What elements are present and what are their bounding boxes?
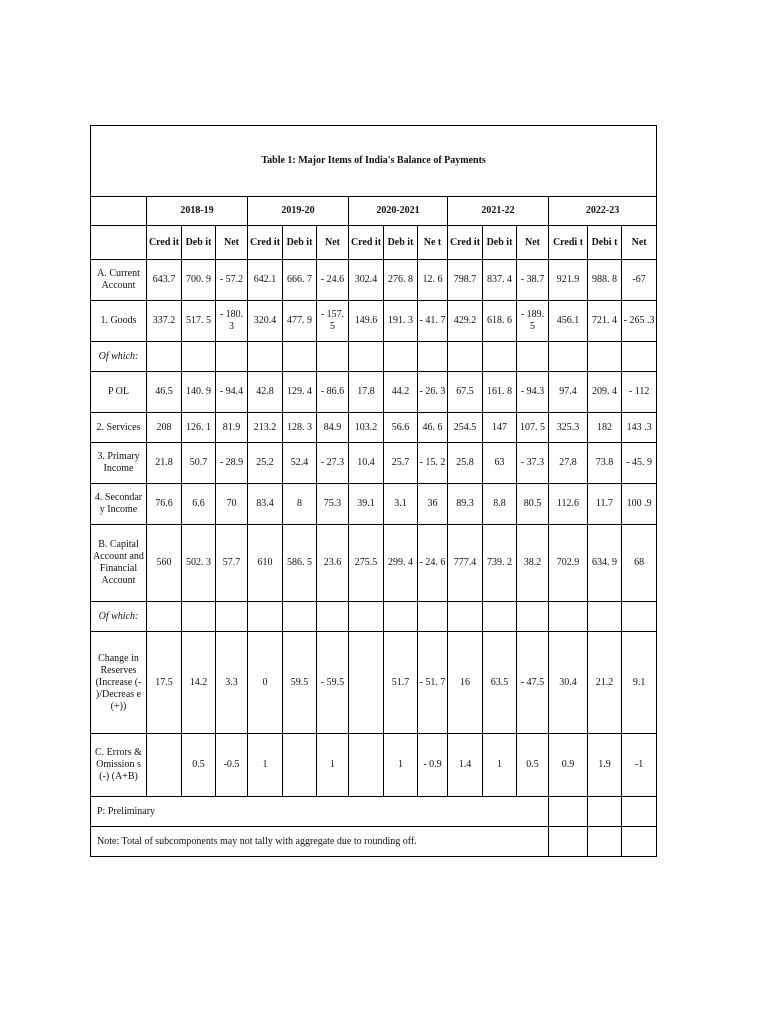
table-cell: 302.4 [349,260,384,301]
subheader-net: Net [317,226,349,260]
table-cell: 739. 2 [483,525,517,602]
table-cell: 143 .3 [622,413,657,443]
table-cell: 63.5 [483,632,517,734]
subheader-credit: Cred it [349,226,384,260]
subheader-credit: Cred it [448,226,483,260]
table-cell: 107. 5 [517,413,549,443]
table-cell: 276. 8 [384,260,418,301]
table-cell: - 94.4 [216,372,248,413]
year-header: 2022-23 [549,197,657,226]
table-cell [349,734,384,797]
table-cell: 112.6 [549,484,588,525]
table-cell: - 45. 9 [622,443,657,484]
table-cell: 21.2 [588,632,622,734]
table-cell: - 38.7 [517,260,549,301]
table-cell: 1 [317,734,349,797]
table-cell: - 26. 3 [418,372,448,413]
table-cell: -67 [622,260,657,301]
table-cell: 320.4 [248,301,283,342]
year-blank-cell [91,197,147,226]
table-cell: 10.4 [349,443,384,484]
table-cell: 57.7 [216,525,248,602]
table-cell: 38.2 [517,525,549,602]
table-cell: 11.7 [588,484,622,525]
row-label: 4. Secondar y Income [91,484,147,525]
table-cell: 89.3 [448,484,483,525]
table-cell [418,342,448,372]
table-cell [317,602,349,632]
table-cell: 702.9 [549,525,588,602]
table-cell: 103.2 [349,413,384,443]
table-cell: 3.1 [384,484,418,525]
table-cell: 502. 3 [182,525,216,602]
subheader-net: Ne t [418,226,448,260]
table-cell: 30.4 [549,632,588,734]
year-header: 2021-22 [448,197,549,226]
table-row [91,301,657,342]
table-row [91,342,657,372]
subheader-debit: Debi t [588,226,622,260]
row-label: Change in Reserves (Increase (- )/Decreas e (+)) [91,632,147,734]
subheader-debit: Deb it [384,226,418,260]
table-cell: 0.5 [517,734,549,797]
note-blank-cell [622,827,657,857]
table-cell: 1 [384,734,418,797]
table-cell: 610 [248,525,283,602]
table-cell: 128. 3 [283,413,317,443]
table-cell: 50.7 [182,443,216,484]
table-cell: 68 [622,525,657,602]
table-cell: 25.8 [448,443,483,484]
table-cell: 51.7 [384,632,418,734]
table-cell: 337.2 [147,301,182,342]
table-cell: 23.6 [317,525,349,602]
table-cell: - 15. 2 [418,443,448,484]
table-cell: 213.2 [248,413,283,443]
year-header: 2018-19 [147,197,248,226]
table-cell [349,602,384,632]
table-cell: 14.2 [182,632,216,734]
note-blank-cell [588,797,622,827]
table-cell: 560 [147,525,182,602]
table-cell: - 86.6 [317,372,349,413]
table-cell: - 189. 5 [517,301,549,342]
row-label: P OL [91,372,147,413]
row-label: A. Current Account [91,260,147,301]
table-row [91,602,657,632]
table-cell: - 0.9 [418,734,448,797]
table-cell: - 112 [622,372,657,413]
table-cell [317,342,349,372]
table-cell: 161. 8 [483,372,517,413]
table-cell: 634. 9 [588,525,622,602]
table-row [91,260,657,301]
note-preliminary: P: Preliminary [91,797,549,827]
table-cell: - 37.3 [517,443,549,484]
table-cell: -0.5 [216,734,248,797]
bop-table [90,125,657,857]
subheader-net: Net [517,226,549,260]
table-cell: 39.1 [349,484,384,525]
table-cell: 777.4 [448,525,483,602]
table-cell: 921.9 [549,260,588,301]
table-cell [283,602,317,632]
row-label: C. Errors & Omission s (-) (A+B) [91,734,147,797]
table-cell: 477. 9 [283,301,317,342]
table-title: Table 1: Major Items of India's Balance of Payments [91,126,657,197]
table-cell: - 51. 7 [418,632,448,734]
table-cell: 129. 4 [283,372,317,413]
table-cell: 618. 6 [483,301,517,342]
table-cell: 6.6 [182,484,216,525]
subheader-net: Net [622,226,657,260]
table-cell: 700. 9 [182,260,216,301]
table-cell: 182 [588,413,622,443]
table-cell: 208 [147,413,182,443]
table-row [91,372,657,413]
table-cell: 16 [448,632,483,734]
row-label: Of which: [91,342,147,372]
table-cell: 988. 8 [588,260,622,301]
table-cell: 586. 5 [283,525,317,602]
subheader-credit: Cred it [147,226,182,260]
table-cell: 1.9 [588,734,622,797]
table-cell [147,342,182,372]
table-cell: 80.5 [517,484,549,525]
table-cell: 191. 3 [384,301,418,342]
table-cell: - 24. 6 [418,525,448,602]
table-cell [549,342,588,372]
table-cell: 17.5 [147,632,182,734]
note-blank-cell [622,797,657,827]
row-label: Of which: [91,602,147,632]
table-cell: 63 [483,443,517,484]
table-row [91,734,657,797]
table-cell: 0.5 [182,734,216,797]
table-cell [448,602,483,632]
table-cell [517,342,549,372]
subheader-credit: Cred it [248,226,283,260]
table-cell: - 59.5 [317,632,349,734]
table-cell [147,602,182,632]
subheader-net: Net [216,226,248,260]
table-cell [549,602,588,632]
table-cell: 1.4 [448,734,483,797]
table-cell: 1 [483,734,517,797]
year-header: 2020-2021 [349,197,448,226]
table-cell: 75.3 [317,484,349,525]
table-cell: 56.6 [384,413,418,443]
table-cell: 21.8 [147,443,182,484]
table-cell [622,342,657,372]
table-cell [622,602,657,632]
table-cell: 97.4 [549,372,588,413]
table-cell: 147 [483,413,517,443]
table-cell: - 28.9 [216,443,248,484]
table-row [91,632,657,734]
note-blank-cell [549,827,588,857]
table-cell [283,734,317,797]
table-cell: 1 [248,734,283,797]
table-cell: 42.8 [248,372,283,413]
table-cell: 209. 4 [588,372,622,413]
table-cell: 149.6 [349,301,384,342]
table-row [91,484,657,525]
table-cell: -1 [622,734,657,797]
year-header: 2019-20 [248,197,349,226]
table-cell: 17.8 [349,372,384,413]
table-cell: 8 [283,484,317,525]
table-cell: 456.1 [549,301,588,342]
table-cell: 254.5 [448,413,483,443]
table-cell [182,602,216,632]
table-cell [483,342,517,372]
table-cell: 36 [418,484,448,525]
subheader-credit: Credi t [549,226,588,260]
table-cell: - 57.2 [216,260,248,301]
table-cell [216,342,248,372]
row-label: 1. Goods [91,301,147,342]
table-cell: 100 .9 [622,484,657,525]
table-cell: - 157. 5 [317,301,349,342]
table-cell: 837. 4 [483,260,517,301]
table-cell [588,602,622,632]
table-row [91,525,657,602]
table-cell: 27.8 [549,443,588,484]
table-cell: 126. 1 [182,413,216,443]
table-cell: - 24.6 [317,260,349,301]
table-cell [448,342,483,372]
note-blank-cell [588,827,622,857]
table-cell: 140. 9 [182,372,216,413]
table-cell: 83.4 [248,484,283,525]
table-cell: - 94.3 [517,372,549,413]
table-cell: - 180. 3 [216,301,248,342]
table-cell [418,602,448,632]
note-rounding: Note: Total of subcomponents may not tally with aggregate due to rounding off. [91,827,549,857]
table-cell [248,342,283,372]
note-blank-cell [549,797,588,827]
table-cell: 70 [216,484,248,525]
table-row [91,413,657,443]
table-cell: 0 [248,632,283,734]
table-cell: 642.1 [248,260,283,301]
table-cell: 721. 4 [588,301,622,342]
subheader-debit: Deb it [182,226,216,260]
table-cell: - 265 .3 [622,301,657,342]
table-cell: 67.5 [448,372,483,413]
table-row [91,443,657,484]
table-cell: - 41. 7 [418,301,448,342]
row-label: B. Capital Account and Financial Account [91,525,147,602]
table-cell [517,602,549,632]
table-cell [483,602,517,632]
table-cell: 25.2 [248,443,283,484]
table-cell: 59.5 [283,632,317,734]
table-cell: 517. 5 [182,301,216,342]
table-cell [283,342,317,372]
table-cell: 76.6 [147,484,182,525]
table-cell [349,342,384,372]
table-cell: 84.9 [317,413,349,443]
table-cell [349,632,384,734]
table-cell: 275.5 [349,525,384,602]
table-cell: 81.9 [216,413,248,443]
subheader-blank-cell [91,226,147,260]
table-cell: 52.4 [283,443,317,484]
table-cell [384,602,418,632]
table-cell [182,342,216,372]
table-cell: 0.9 [549,734,588,797]
table-cell: 299. 4 [384,525,418,602]
row-label: 2. Services [91,413,147,443]
subheader-debit: Deb it [283,226,317,260]
table-cell: 429.2 [448,301,483,342]
table-cell: 325.3 [549,413,588,443]
subheader-debit: Deb it [483,226,517,260]
table-cell: 8.8 [483,484,517,525]
table-cell: 73.8 [588,443,622,484]
table-cell [216,602,248,632]
row-label: 3. Primary Income [91,443,147,484]
table-cell: 666. 7 [283,260,317,301]
table-cell: - 27.3 [317,443,349,484]
table-cell: 25.7 [384,443,418,484]
table-cell: 12. 6 [418,260,448,301]
table-cell [384,342,418,372]
table-cell: 46. 6 [418,413,448,443]
table-cell: 44.2 [384,372,418,413]
table-cell: - 47.5 [517,632,549,734]
table-cell: 46.5 [147,372,182,413]
table-cell: 9.1 [622,632,657,734]
table-cell: 643.7 [147,260,182,301]
table-cell: 3.3 [216,632,248,734]
table-cell: 798.7 [448,260,483,301]
table-cell [588,342,622,372]
table-cell [147,734,182,797]
table-cell [248,602,283,632]
